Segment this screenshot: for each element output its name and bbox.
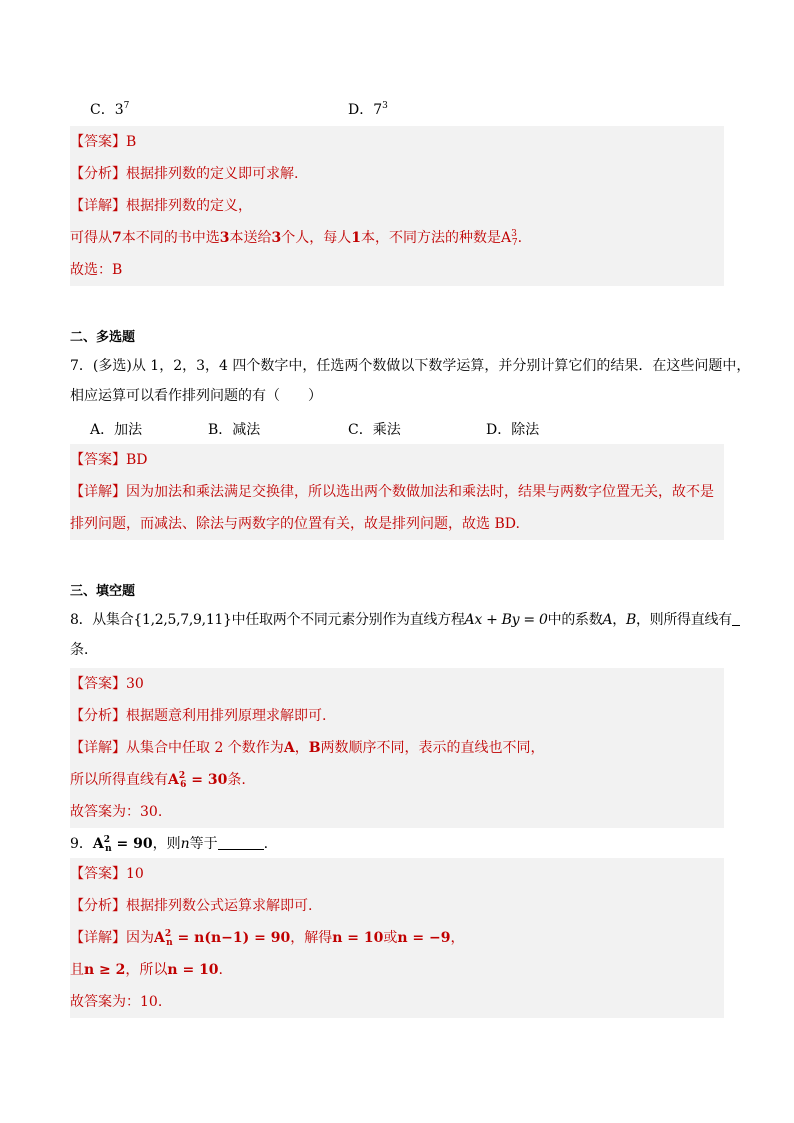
text: 因为 (126, 930, 154, 946)
option-label: D． (348, 102, 374, 118)
text: 中任取两个不同元素分别作为直线方程 (231, 612, 465, 628)
number: 1 (351, 230, 361, 246)
text: 所以所得直线有 (70, 772, 168, 788)
detail-line-2 (70, 770, 724, 790)
analysis-line (70, 706, 724, 726)
text: 个人，每人 (281, 230, 352, 246)
perm-sub: 7 (511, 238, 518, 248)
detail-tag: 【详解】 (70, 740, 126, 756)
perm-sub: 6 (180, 780, 187, 790)
question-7-stem: 7．(多选)从 1，2，3，4 四个数字中，任选两个数做以下数学运算，并分别计算它们的结果．在这些问题中， (70, 358, 751, 374)
detail-line (70, 482, 724, 502)
text: 中的系数 (547, 612, 603, 628)
detail-tag: 【详解】 (70, 484, 126, 500)
question-7-stem-2: 相应运算可以看作排列问题的有（ ） (70, 388, 322, 404)
option-exponent: 3 (382, 101, 388, 111)
detail-text: 根据排列数的定义， (126, 198, 252, 214)
conclusion-text: 故选：B (70, 262, 123, 278)
option-c: C．乘法 (348, 422, 401, 438)
answer-value: 30 (126, 676, 144, 692)
conclusion-line (70, 992, 724, 1012)
perm-sup: 3 (511, 229, 517, 239)
detail-line (70, 196, 724, 216)
option-base: 7 (373, 102, 383, 118)
answer-line (70, 674, 724, 694)
text: ， (450, 930, 465, 946)
question-8-stem-2: 条． (70, 642, 98, 658)
conclusion-line (70, 802, 724, 822)
answer-tag: 【答案】 (70, 452, 126, 468)
section-heading: 二、多选题 (70, 330, 136, 345)
question-9-stem (70, 834, 724, 854)
answer-blank (218, 849, 264, 850)
section-heading: 三、填空题 (70, 584, 136, 599)
perm-sup: 2 (178, 771, 186, 781)
perm-sub: n (166, 938, 173, 948)
option-b: B．减法 (208, 422, 261, 438)
number: 3 (219, 230, 230, 246)
analysis-line (70, 896, 724, 916)
equation: n ≥ 2 (84, 962, 126, 978)
answer-value: B (126, 134, 137, 150)
number: 3 (271, 230, 282, 246)
conclusion-line (70, 260, 724, 280)
number: 7 (112, 230, 122, 246)
perm-symbol: A (154, 930, 165, 946)
analysis-text: 根据题意利用排列原理求解即可. (126, 708, 327, 724)
detail-line-2 (70, 228, 724, 248)
analysis-tag: 【分析】 (70, 166, 126, 182)
equation: n = 10 (167, 962, 219, 978)
text: 等于 (189, 836, 218, 852)
perm-sub: n (105, 844, 112, 854)
variable: A (283, 740, 295, 756)
text: ，则所得直线有 (635, 612, 732, 628)
text: ，所以 (125, 962, 168, 978)
analysis-text: 根据排列数公式运算求解即可. (126, 898, 313, 914)
answer-tag: 【答案】 (70, 134, 126, 150)
answer-line (70, 864, 724, 884)
answer-blank (732, 625, 740, 626)
detail-tag: 【详解】 (70, 930, 126, 946)
text: 本，不同方法的种数是 (361, 230, 501, 246)
answer-line (70, 132, 724, 152)
variable: n (180, 836, 190, 852)
variable: A (602, 612, 613, 628)
answer-value: 10 (126, 866, 144, 882)
equation: = 30 (186, 772, 228, 788)
option-a: A．加法 (90, 422, 143, 438)
answer-line (70, 450, 724, 470)
text: . (517, 230, 523, 246)
option-d: D．除法 (486, 422, 540, 438)
text: ， (612, 612, 626, 628)
detail-text: 因为加法和乘法满足交换律，所以选出两个数做加法和乘法时，结果与两数字位置无关，故不是 (126, 484, 714, 500)
equation: = n(n−1) = 90 (172, 930, 291, 946)
text: ，则 (152, 836, 181, 852)
perm-sup: 2 (103, 835, 111, 845)
answer-tag: 【答案】 (70, 866, 126, 882)
detail-line-2 (70, 960, 724, 980)
variable: B (625, 612, 636, 628)
detail-line-2: 排列问题，而减法、除法与两数字的位置有关，故是排列问题，故选 BD. (70, 516, 520, 532)
text: 从集合中任取 2 个数作为 (126, 740, 284, 756)
conclusion-text: 故答案为：30. (70, 804, 163, 820)
text: 可得从 (70, 230, 112, 246)
detail-line (70, 738, 724, 758)
equation: n = 10 (332, 930, 384, 946)
equation: = 90 (111, 836, 153, 852)
analysis-tag: 【分析】 (70, 708, 126, 724)
option-label: C． (90, 102, 115, 118)
text: 且 (70, 962, 84, 978)
answer-value: BD (126, 452, 148, 468)
option-exponent: 7 (123, 101, 130, 111)
perm-symbol: A (92, 836, 104, 852)
detail-tag: 【详解】 (70, 198, 126, 214)
analysis-tag: 【分析】 (70, 898, 126, 914)
text: . (218, 962, 223, 978)
variable: B (308, 740, 321, 756)
text: 8．从集合 (70, 612, 134, 628)
perm-symbol: A (501, 230, 512, 246)
set-expression: {1,2,5,7,9,11} (133, 612, 232, 628)
perm-symbol: A (168, 772, 179, 788)
perm-sup: 2 (164, 929, 172, 939)
text: 条. (227, 772, 246, 788)
text: 本不同的书中选 (121, 230, 220, 246)
equation: Ax + By = 0 (464, 612, 548, 628)
text: 两数顺序不同，表示的直线也不同， (320, 740, 545, 756)
analysis-text: 根据排列数的定义即可求解. (126, 166, 299, 182)
question-8-stem (70, 610, 732, 630)
answer-tag: 【答案】 (70, 676, 126, 692)
detail-line (70, 928, 724, 948)
text: 本送给 (229, 230, 272, 246)
text: . (263, 836, 269, 852)
text: ， (294, 740, 309, 756)
question-number: 9． (70, 836, 93, 852)
text: 或 (383, 930, 398, 946)
text: ，解得 (290, 930, 333, 946)
option-c (90, 100, 129, 120)
option-base: 3 (114, 102, 124, 118)
conclusion-text: 故答案为：10. (70, 994, 163, 1010)
equation: n = −9 (397, 930, 451, 946)
option-d (348, 100, 388, 120)
analysis-line (70, 164, 724, 184)
